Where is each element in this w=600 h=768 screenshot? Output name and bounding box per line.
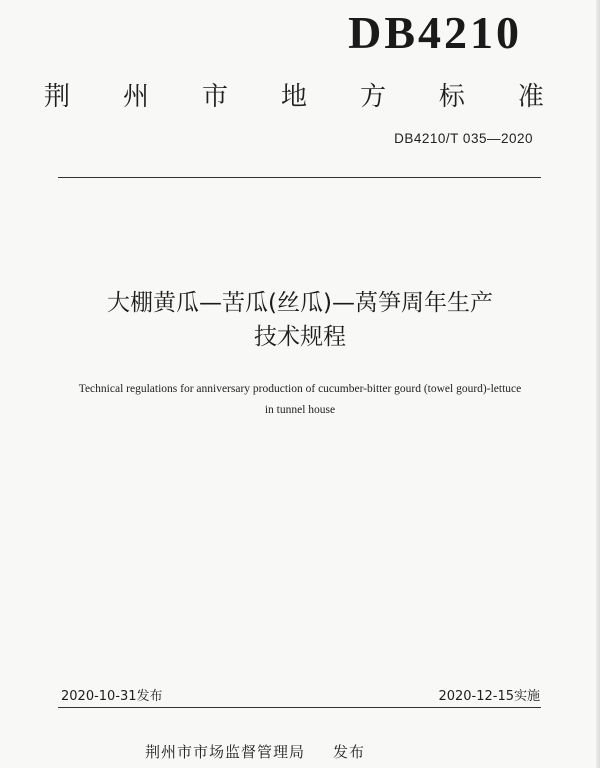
chinese-title bbox=[0, 286, 600, 354]
top-divider bbox=[58, 177, 541, 178]
authority-name: 荆州市市场监督管理局 bbox=[145, 743, 306, 761]
standard-type-char: 标 bbox=[438, 82, 465, 112]
english-title-line-1: Technical regulations for anniversary production of cucumber-bitter gourd (towel gourd)-lettuce bbox=[78, 383, 522, 395]
english-title-line-2: in tunnel house bbox=[264, 404, 336, 416]
standard-type-char: 州 bbox=[122, 82, 149, 112]
standard-type-char: 市 bbox=[201, 82, 228, 112]
standard-type-char: 方 bbox=[359, 82, 386, 112]
issuing-authority bbox=[145, 741, 365, 762]
scan-edge-shadow bbox=[596, 0, 600, 768]
standard-type-char: 准 bbox=[517, 82, 544, 112]
standard-code: DB4210 bbox=[348, 7, 522, 58]
english-title bbox=[50, 379, 550, 421]
chinese-title-line-2: 技术规程 bbox=[254, 324, 346, 350]
bottom-divider bbox=[58, 707, 541, 708]
chinese-title-line-1: 大棚黄瓜—苦瓜(丝瓜)—莴笋周年生产 bbox=[107, 290, 493, 316]
implementation-date: 2020-12-15实施 bbox=[438, 689, 540, 704]
standard-type-heading bbox=[44, 82, 544, 113]
standard-type-char: 地 bbox=[280, 82, 307, 112]
issue-date: 2020-10-31发布 bbox=[61, 689, 163, 704]
standard-type-char: 荆 bbox=[44, 82, 71, 112]
authority-action: 发布 bbox=[333, 743, 366, 761]
standard-number: DB4210/T 035—2020 bbox=[394, 131, 533, 146]
